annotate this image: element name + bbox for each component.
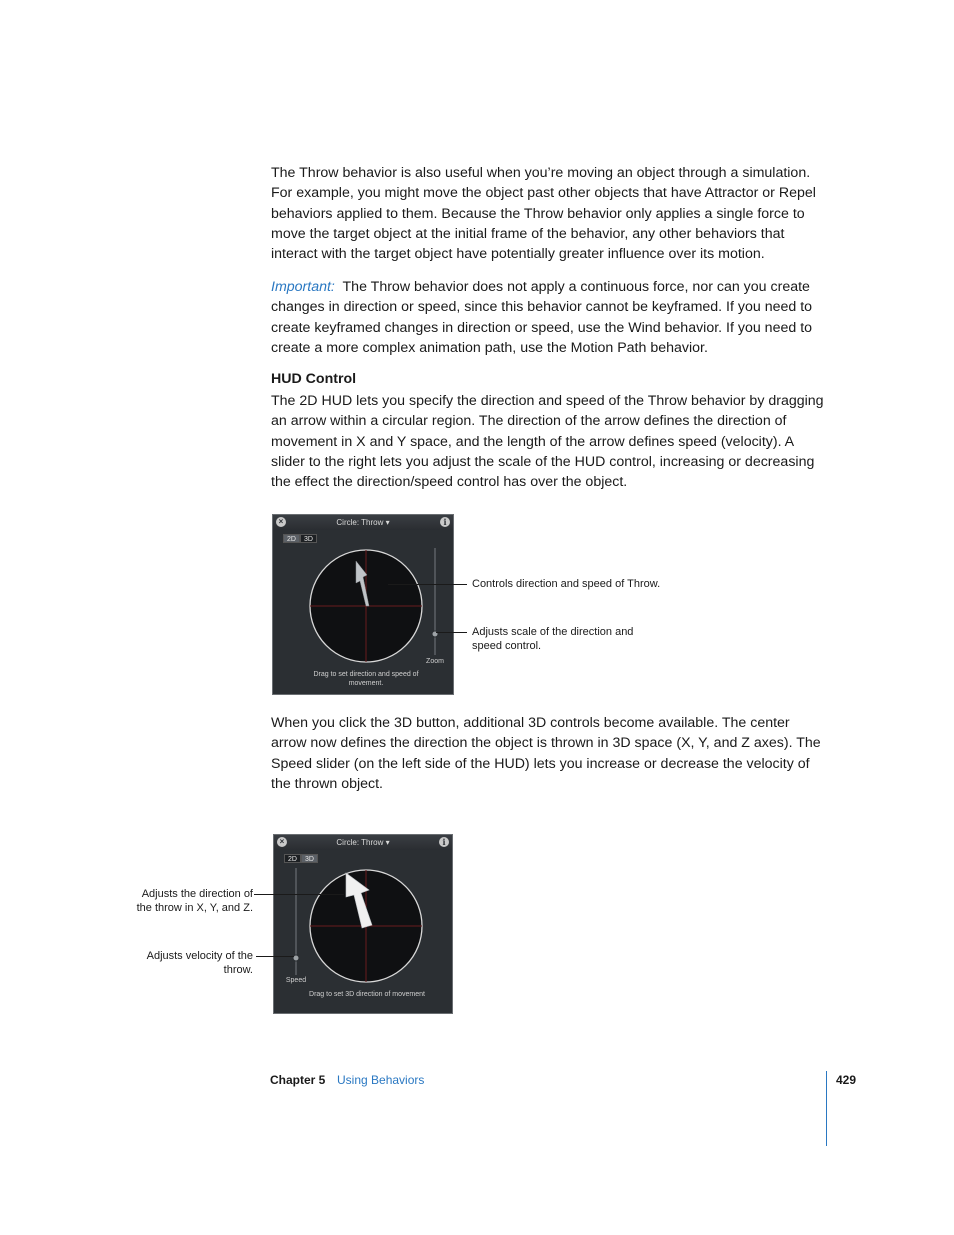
- button-3d[interactable]: 3D: [300, 534, 317, 543]
- close-icon[interactable]: ×: [277, 837, 287, 847]
- hud-hint: Drag to set direction and speed of movement.: [313, 671, 419, 687]
- important-note: [271, 277, 827, 358]
- direction-control-graphic: [274, 835, 453, 1014]
- intro-paragraph: The Throw behavior is also useful when you’re moving an object through a simulation. For example, you might move the object past other objects that have Attractor or Repel behaviors applied to them. Because the Throw behavior only applies a single force to move the target object at the initial frame of the behavior, any other behaviors that interact with the target object have potentially greater influence over its motion.: [271, 165, 816, 263]
- callout-line-direction-xyz: [254, 894, 344, 895]
- hud-title: Circle: Throw ▾: [336, 838, 390, 847]
- info-icon[interactable]: i: [440, 517, 450, 527]
- page-number: 429: [836, 1073, 857, 1087]
- hud-hint: Drag to set 3D direction of movement: [309, 991, 425, 998]
- three-d-paragraph: When you click the 3D button, additional 3D controls become available. The center arrow now defines the direction the object is thrown in 3D space (X, Y, and Z axes). The Speed slider (on the left side of the HUD) lets you increase or decrease the velocity of the thrown object.: [271, 715, 821, 792]
- info-icon[interactable]: i: [439, 837, 449, 847]
- section-heading: HUD Control: [271, 371, 357, 387]
- callout-direction-xyz: Adjusts the direction of the throw in X, Y, and Z.: [136, 888, 253, 914]
- speed-slider-label: Speed: [285, 977, 307, 984]
- button-3d[interactable]: 3D: [301, 854, 318, 863]
- button-2d[interactable]: 2D: [283, 534, 300, 543]
- callout-line-scale: [436, 632, 467, 633]
- callout-line-direction: [388, 584, 467, 585]
- throw-hud-2d: [272, 514, 454, 695]
- important-label: Important:: [271, 279, 335, 295]
- footer-chapter-title[interactable]: Using Behaviors: [337, 1073, 425, 1087]
- footer-divider: [826, 1071, 827, 1146]
- callout-scale: Adjusts scale of the direction and speed control.: [472, 626, 634, 652]
- callout-velocity: Adjusts velocity of the throw.: [146, 950, 253, 976]
- hud-title: Circle: Throw ▾: [336, 518, 390, 527]
- important-text: The Throw behavior does not apply a continuous force, nor can you create changes in direction or speed, since this behavior cannot be keyframed. If you need to create keyframed changes in direction or speed, use the Wind behavior. If you need to create a more complex animation path, use the Motion Path behavior.: [271, 279, 813, 356]
- close-icon[interactable]: ×: [276, 517, 286, 527]
- hud-description-paragraph: The 2D HUD lets you specify the direction and speed of the Throw behavior by dragging an arrow within a circular region. The direction of the arrow defines the direction of movement in X and Y space, and the length of the arrow defines speed (velocity). A slider to the right lets you adjust the scale of the HUD control, increasing or decreasing the effect the direction/speed control has over the object.: [271, 393, 824, 491]
- callout-line-velocity: [256, 956, 294, 957]
- throw-hud-3d: [273, 834, 453, 1014]
- button-2d[interactable]: 2D: [284, 854, 301, 863]
- direction-control-graphic: [273, 515, 454, 695]
- callout-direction-speed: Controls direction and speed of Throw.: [472, 578, 661, 590]
- zoom-slider-label: Zoom: [426, 658, 444, 665]
- footer-chapter: Chapter 5: [270, 1073, 326, 1087]
